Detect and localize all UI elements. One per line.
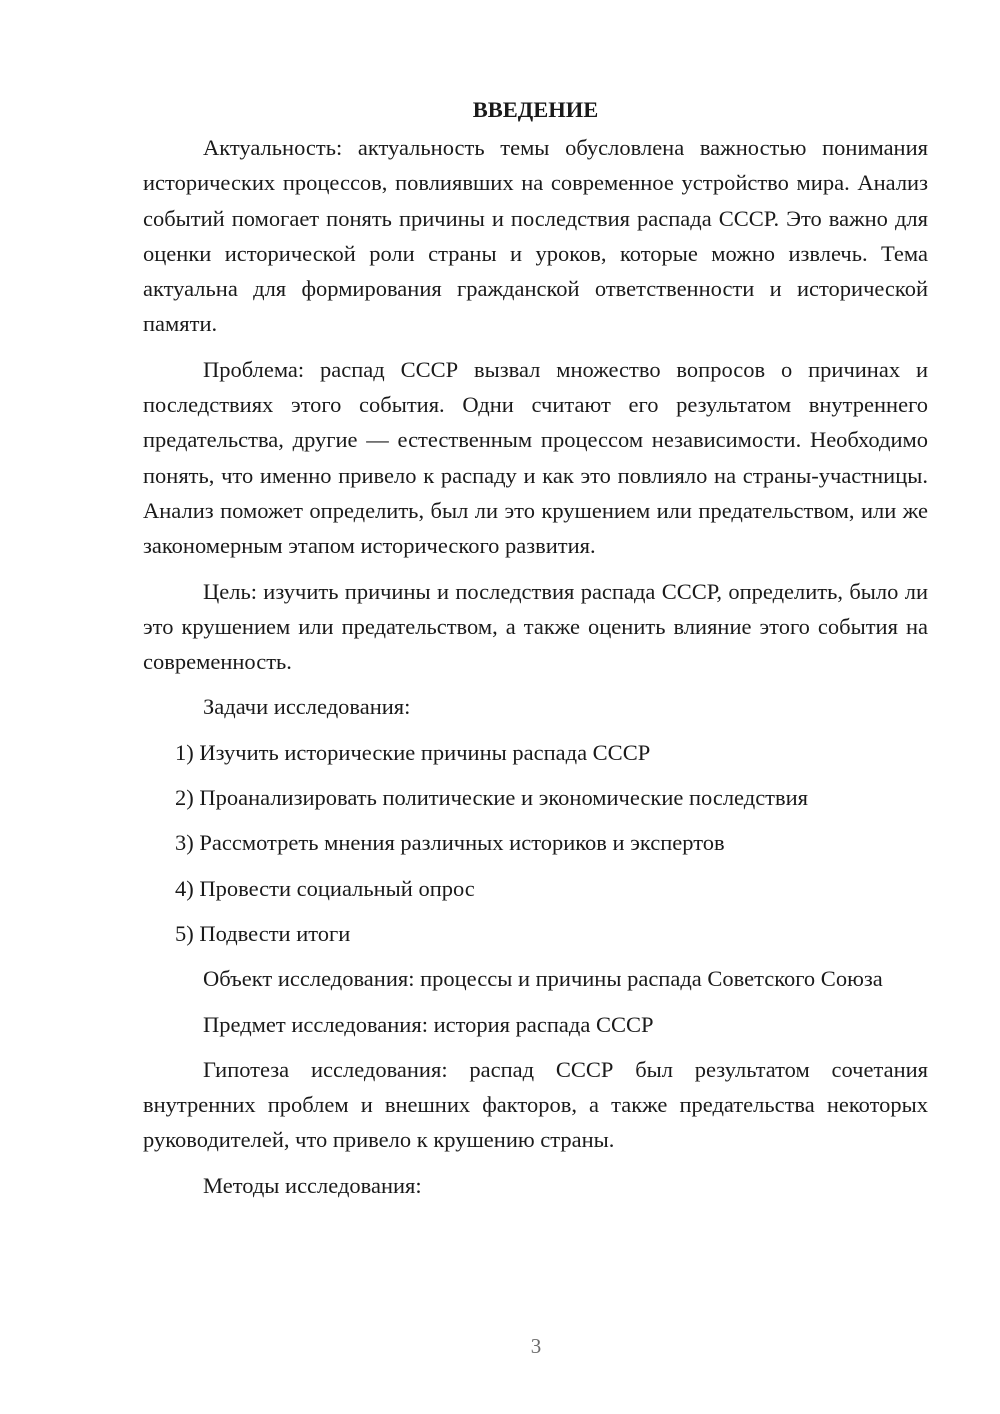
list-item: 4) Провести социальный опрос	[175, 875, 475, 901]
list-item: 2) Проанализировать политические и экономические последствия	[175, 785, 809, 811]
paragraph-goal: Цель: изучить причины и последствия распада СССР, определить, было ли это крушением или предательством, а также оценить влияние этого события на современность.	[143, 578, 928, 675]
paragraph-hypothesis: Гипотеза исследования: распад СССР был результатом сочетания внутренних проблем и внешних факторов, а также предательства некоторых руководителей, что привело к крушению страны.	[143, 1056, 928, 1153]
list-item: 5) Подвести итоги	[175, 920, 351, 946]
methods-heading: Методы исследования:	[203, 1172, 422, 1198]
paragraph-relevance: Актуальность: актуальность темы обусловлена важностью понимания исторических процессов, повлиявших на современное устройство мира. Анализ событий помогает понять причины и последствия распада СССР. Это важно для оценки исторической роли страны и уроков, которые можно извлечь. Тема актуальна для формирования гражданской ответственности и исторической памяти.	[143, 135, 928, 337]
page-content	[143, 94, 928, 1213]
list-item: 1) Изучить исторические причины распада СССР	[175, 739, 651, 765]
paragraph-object: Объект исследования: процессы и причины распада Советского Союза	[203, 966, 883, 992]
paragraph-problem: Проблема: распад СССР вызвал множество вопросов о причинах и последствиях этого события. Одни считают его результатом внутреннего предательства, другие — естественным процессом независимости. Необходимо понять, что именно привело к распаду и как это повлияло на страны-участницы. Анализ поможет определить, был ли это крушением или предательством, или же закономерным этапом исторического развития.	[143, 356, 928, 559]
tasks-list	[143, 735, 928, 951]
page-number: 3	[530, 1334, 542, 1358]
paragraph-subject: Предмет исследования: история распада СССР	[203, 1011, 654, 1037]
list-item: 3) Рассмотреть мнения различных историков и экспертов	[175, 830, 725, 856]
tasks-heading: Задачи исследования:	[203, 694, 411, 720]
section-heading: ВВЕДЕНИЕ	[472, 97, 599, 122]
